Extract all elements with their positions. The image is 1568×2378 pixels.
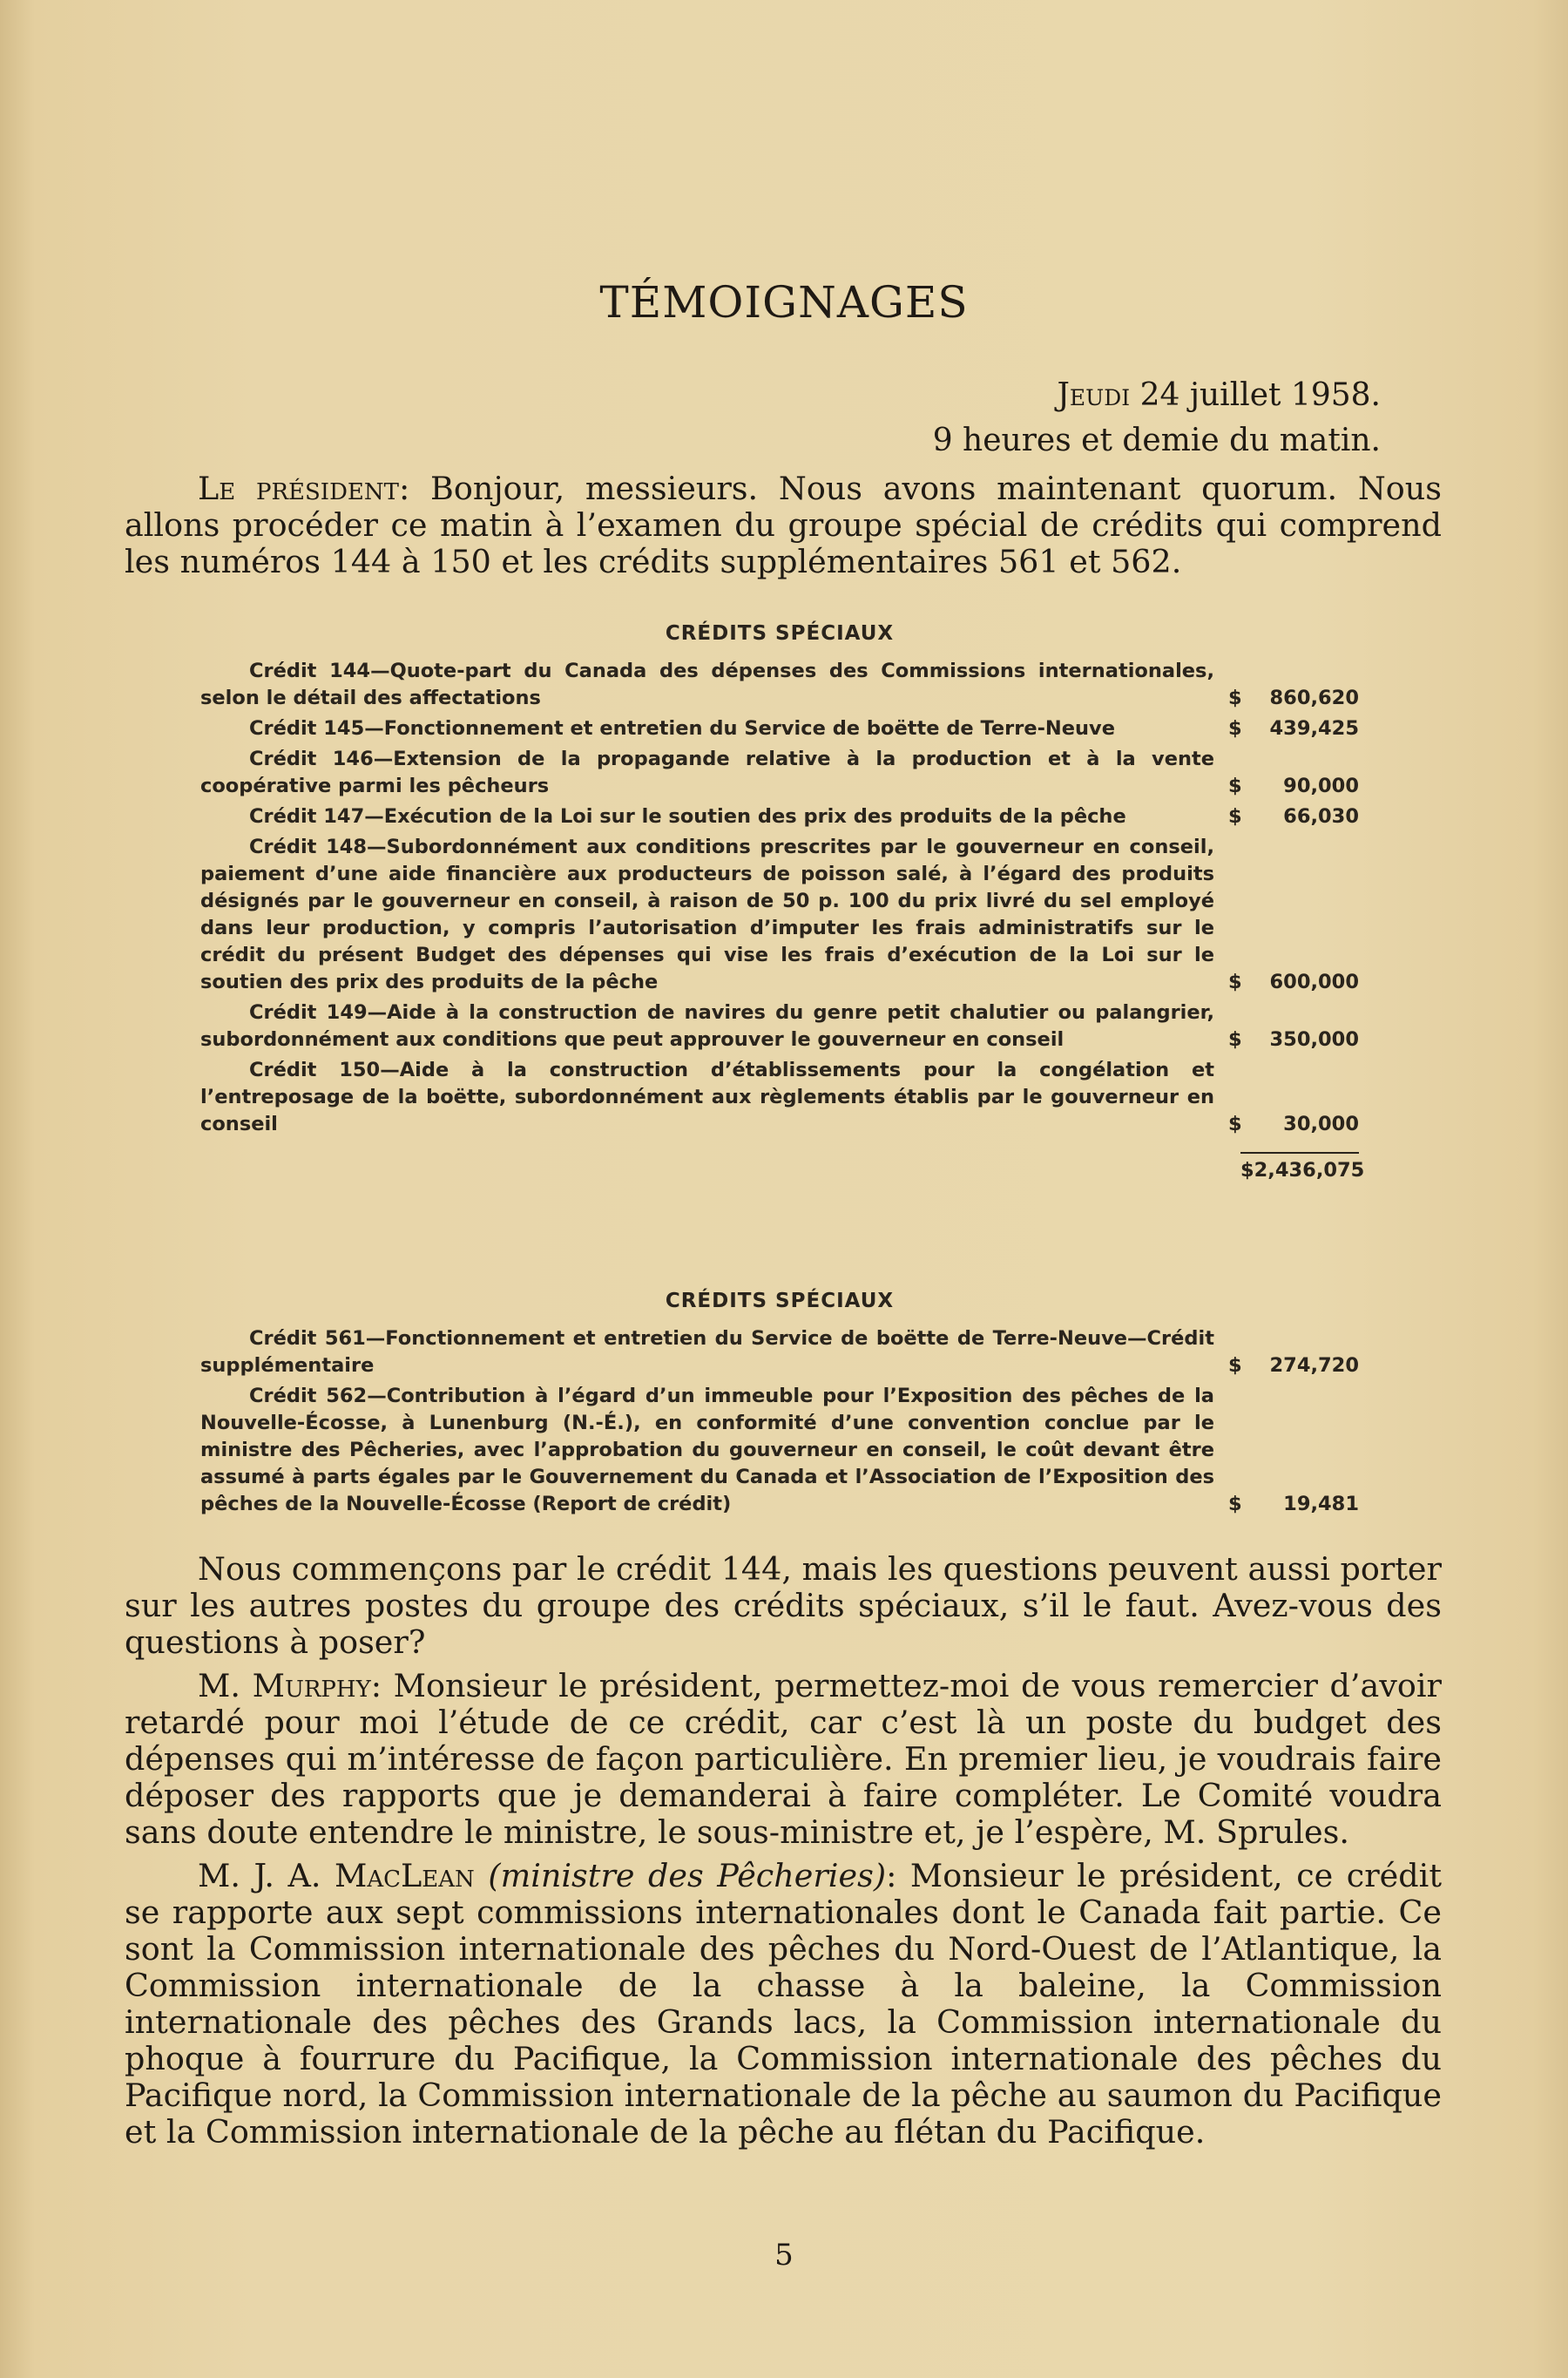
credit-amount: 860,620 bbox=[1269, 687, 1359, 709]
credit-amount: 30,000 bbox=[1283, 1113, 1359, 1135]
credit-text: Crédit 149—Aide à la construction de navires du genre petit chalutier ou palangrier, subordonnément aux conditions que peut approuver le gouverneur en conseil bbox=[200, 1001, 1214, 1051]
credit-text: Crédit 145—Fonctionnement et entretien du Service de boëtte de Terre-Neuve bbox=[249, 717, 1115, 740]
date-day: Jeudi bbox=[1057, 377, 1131, 413]
credit-item bbox=[200, 658, 1359, 712]
currency-sign: $ bbox=[1228, 971, 1242, 993]
credit-item bbox=[200, 999, 1359, 1054]
credit-text: Crédit 146—Extension de la propagande relative à la production et à la vente coopérative parmi les pêcheurs bbox=[200, 748, 1214, 797]
credit-item bbox=[200, 803, 1359, 830]
currency-sign: $ bbox=[1228, 717, 1242, 740]
page-title: TÉMOIGNAGES bbox=[599, 277, 969, 328]
currency-sign: $ bbox=[1228, 805, 1242, 828]
credit-text: Crédit 562—Contribution à l’égard d’un immeuble pour l’Exposition des pêches de la Nouvelle-Écosse, à Lunenburg (N.-É.), en conformité d’une convention conclue par le ministre des Pêcheries, avec l’approbation du gouverneur en conseil, le coût devant être assumé à parts égales par le Gouvernement du Canada et l’Association de l’Exposition des pêches de la Nouvelle-Écosse (Report de crédit) bbox=[200, 1385, 1214, 1515]
credit-amount: 439,425 bbox=[1269, 717, 1359, 740]
credit-text: Crédit 561—Fonctionnement et entretien du Service de boëtte de Terre-Neuve—Crédit supplémentaire bbox=[200, 1327, 1214, 1377]
currency-sign: $ bbox=[1228, 1354, 1242, 1377]
section-heading: CRÉDITS SPÉCIAUX bbox=[665, 1290, 895, 1312]
intro-text: : Bonjour, messieurs. Nous avons maintenant quorum. Nous allons procéder ce matin à l’examen du groupe spécial de crédits qui comprend les numéros 144 à 150 et les crédits supplémentaires 561 et 562. bbox=[125, 470, 1442, 580]
credit-text: Crédit 150—Aide à la construction d’établissements pour la congélation et l’entreposage de la boëtte, subordonnément aux règlements établis par le gouverneur en conseil bbox=[200, 1059, 1214, 1135]
section-heading: CRÉDITS SPÉCIAUX bbox=[665, 622, 895, 645]
credit-amount: 90,000 bbox=[1283, 775, 1359, 797]
currency-sign: $ bbox=[1228, 687, 1242, 709]
currency-sign: $ bbox=[1228, 1113, 1242, 1135]
credit-item bbox=[200, 1383, 1359, 1518]
time-line: 9 heures et demie du matin. bbox=[932, 423, 1381, 458]
paragraph bbox=[125, 1668, 1442, 1851]
intro-paragraph bbox=[125, 471, 1442, 580]
credit-amount: 600,000 bbox=[1269, 971, 1359, 993]
credit-text: Crédit 144—Quote-part du Canada des dépenses des Commissions internationales, selon le détail des affectations bbox=[200, 660, 1214, 709]
currency-sign: $ bbox=[1228, 775, 1242, 797]
credit-item bbox=[200, 746, 1359, 800]
credit-text: Crédit 147—Exécution de la Loi sur le soutien des prix des produits de la pêche bbox=[249, 805, 1126, 828]
speaker-maclean: MacLean bbox=[334, 1857, 475, 1894]
paragraph: Nous commençons par le crédit 144, mais les questions peuvent aussi porter sur les autres postes du groupe des crédits spéciaux, s’il le faut. Avez-vous des questions à poser? bbox=[125, 1550, 1442, 1661]
date-line bbox=[933, 373, 1381, 418]
date-rest: 24 juillet 1958. bbox=[1130, 377, 1381, 413]
body-text bbox=[125, 1551, 1442, 2151]
speaker-murphy: M. Murphy bbox=[198, 1667, 371, 1704]
total-amount: $2,436,075 bbox=[1240, 1152, 1359, 1184]
credit-amount: 66,030 bbox=[1283, 805, 1359, 828]
credit-amount: 350,000 bbox=[1269, 1028, 1359, 1051]
credit-amount: 274,720 bbox=[1269, 1354, 1359, 1377]
credit-item bbox=[200, 715, 1359, 742]
currency-sign: $ bbox=[1228, 1493, 1242, 1515]
credit-item bbox=[200, 1325, 1359, 1379]
credit-amount: 19,481 bbox=[1283, 1493, 1359, 1515]
paragraph-text: : Monsieur le président, ce crédit se rapporte aux sept commissions internationales dont le Canada fait partie. Ce sont la Commission internationale des pêches du Nord-Ouest de l’Atlantique, la Commission internationale de la chasse à la baleine, la Commission internationale des pêches des Grands lacs, la Commission internationale du phoque à fourrure du Pacifique, la Commission internationale des pêches du Pacifique nord, la Commission internationale de la pêche au saumon du Pacifique et la Commission internationale de la pêche au flétan du Pacifique. bbox=[125, 1857, 1442, 2151]
dateline bbox=[933, 373, 1381, 464]
credit-item bbox=[200, 1057, 1359, 1138]
currency-sign: $ bbox=[1228, 1028, 1242, 1051]
paragraph-text: : Monsieur le président, permettez-moi de vous remercier d’avoir retardé pour moi l’étude de ce crédit, car c’est là un poste du budget des dépenses qui m’intéresse de façon particulière. En premier lieu, je voudrais faire déposer des rapports que je demanderai à faire compléter. Le Comité voudra sans doute entendre le ministre, le sous-ministre et, je l’espère, M. Sprules. bbox=[125, 1667, 1442, 1851]
speaker-role: (ministre des Pêcheries) bbox=[488, 1857, 887, 1894]
credits-section-1 bbox=[200, 620, 1365, 1184]
page-number: 5 bbox=[774, 2238, 794, 2273]
speaker-president: Le président bbox=[198, 470, 399, 507]
speaker-prefix: M. J. A. bbox=[198, 1857, 335, 1894]
credit-item bbox=[200, 834, 1359, 996]
credit-text: Crédit 148—Subordonnément aux conditions prescrites par le gouverneur en conseil, paiement d’une aide financière aux producteurs de poisson salé, à l’égard des produits désignés par le gouverneur en conseil, à raison de 50 p. 100 du prix livré du sel employé dans leur production, y compris l’autorisation d’imputer les frais administratifs sur le crédit du présent Budget des dépenses qui vise les frais d’exécution de la Loi sur le soutien des prix des produits de la pêche bbox=[200, 836, 1214, 993]
credits-section-2 bbox=[200, 1288, 1359, 1521]
credits-total bbox=[200, 1152, 1365, 1184]
paragraph bbox=[125, 1858, 1442, 2151]
